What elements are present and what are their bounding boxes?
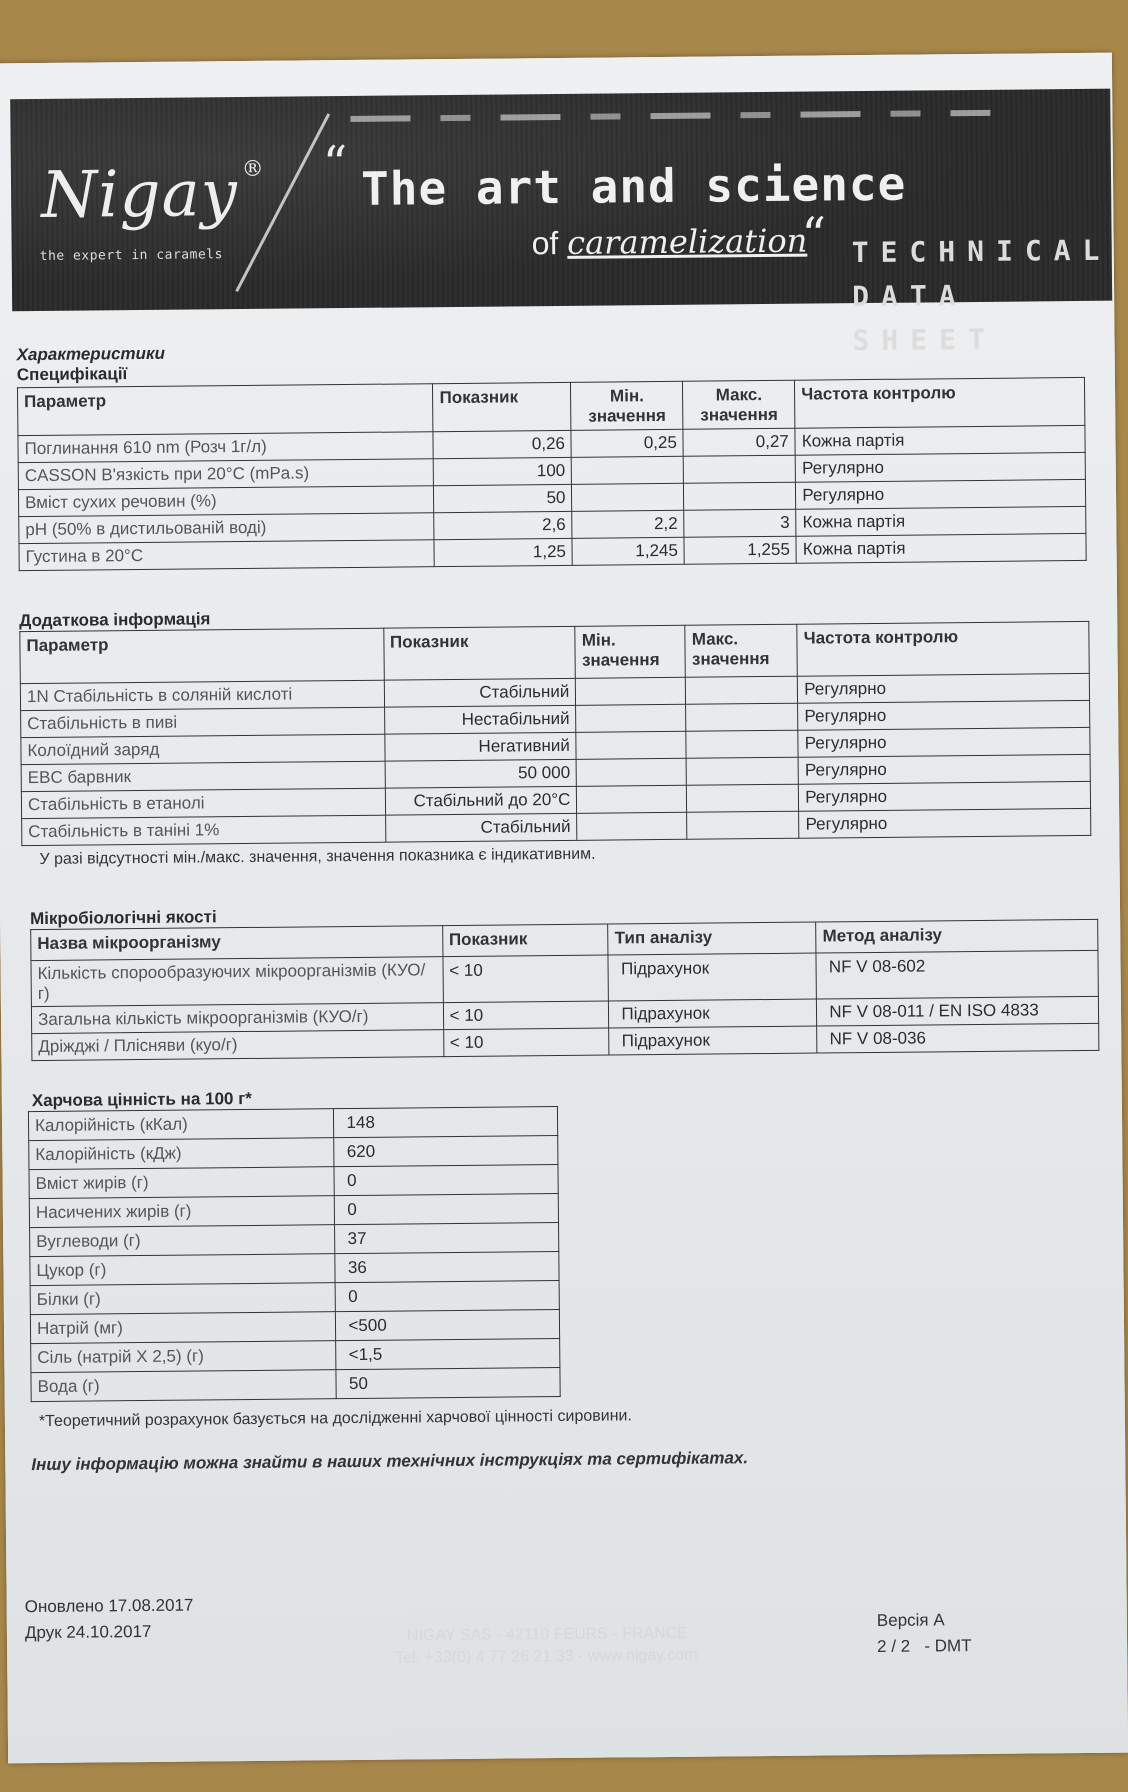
col-header: Частота контролю <box>795 377 1085 428</box>
col-header: Параметр <box>17 384 433 436</box>
table-row: Насичених жирів (г) 0 <box>29 1194 558 1228</box>
specs-table <box>17 377 1087 571</box>
table-row: Вміст сухих речовин (%) 50 Регулярно <box>18 479 1085 516</box>
table-row: Сіль (натрій X 2,5) (г) <1,5 <box>31 1339 560 1373</box>
table-row: Густина в 20°С 1,25 1,245 1,255 Кожна партія <box>19 533 1086 570</box>
table-row: Дріжджі / Плісняви (куо/г) < 10 Підрахунок NF V 08-036 <box>32 1023 1099 1060</box>
contact-watermark: Tel. +33(0) 4 77 26 21 33 - www.nigay.com <box>395 1646 698 1667</box>
section-characteristics-title: Характеристики <box>16 343 166 365</box>
table-row: CASSON В'язкість при 20°С (mPa.s) 100 Регулярно <box>18 452 1085 489</box>
table-row: Загальна кількість мікроорганізмів (КУО/г) < 10 Підрахунок NF V 08-011 / EN ISO 4833 <box>31 996 1098 1033</box>
nutrition-footnote: *Теоретичний розрахунок базується на дослідженні харчової цінності сировини. <box>38 1407 632 1431</box>
table-row: pH (50% в дистильованій воді) 2,6 2,2 3 Кожна партія <box>19 506 1086 543</box>
printed-date: Друк 24.10.2017 <box>24 1621 152 1643</box>
table-row: Вода (г) 50 <box>31 1368 560 1402</box>
table-row: Натрій (мг) <500 <box>30 1310 559 1344</box>
table-row: Калорійність (кДж) 620 <box>29 1136 558 1170</box>
additional-table <box>19 621 1091 846</box>
section-specs-subtitle: Специфікації <box>16 364 128 385</box>
table-row: Вміст жирів (г) 0 <box>29 1165 558 1199</box>
table-row: EBC барвник 50 000 Регулярно <box>21 754 1090 791</box>
table-row: Стабільність в таніні 1% Стабільний Регулярно <box>22 808 1091 845</box>
nutrition-table <box>28 1106 561 1402</box>
section-additional-title: Додаткова інформація <box>19 609 211 631</box>
col-header: Мін. значення <box>571 381 683 430</box>
sheet-title: TECHNICAL DATA SHEET <box>851 233 1112 358</box>
section-nutrition-title: Харчова цінність на 100 г* <box>31 1088 252 1111</box>
table-row: Стабільність в пиві Нестабільний Регулярно <box>21 700 1090 737</box>
col-header: Макс. значення <box>683 380 795 429</box>
section-micro-title: Мікробіологічні якості <box>29 907 217 929</box>
micro-table <box>30 919 1099 1061</box>
more-info-note: Іншу інформацію можна знайти в наших технічних інструкціях та сертифікатах. <box>31 1448 749 1475</box>
quote-open: “ <box>322 136 348 193</box>
brand-logo: Nigay ® <box>40 156 265 233</box>
table-row: Вуглеводи (г) 37 <box>30 1223 559 1257</box>
table-row: Цукор (г) 36 <box>30 1252 559 1286</box>
updated-date: Оновлено 17.08.2017 <box>24 1595 194 1617</box>
indicative-note: У разі відсутності мін./макс. значення, значення показника є індикативним. <box>39 845 596 868</box>
slogan-line1: The art and science <box>360 156 907 216</box>
table-row: 1N Стабільність в соляній кислоті Стабільний Регулярно <box>20 673 1089 710</box>
table-row: Калорійність (кКал) 148 <box>28 1107 557 1141</box>
quote-close: “ <box>801 207 827 264</box>
table-header-row: Параметр Показник Мін. значення Макс. значення Частота контролю <box>20 621 1089 683</box>
table-row: Кількість спорообразуючих мікроорганізмів (КУО/г) < 10 Підрахунок NF V 08-602 <box>31 950 1098 1006</box>
col-header: Показник <box>433 382 571 431</box>
slogan-line2: of caramelization <box>531 221 808 262</box>
table-row: Поглинання 610 nm (Розч 1г/л) 0,26 0,25 0,27 Кожна партія <box>18 425 1085 462</box>
table-row: Білки (г) 0 <box>30 1281 559 1315</box>
decorative-streak <box>350 110 990 122</box>
table-row: Стабільність в етанолі Стабільний до 20°С Регулярно <box>21 781 1090 818</box>
document-page <box>0 53 1128 1764</box>
table-row: Колоїдний заряд Негативний Регулярно <box>21 727 1090 764</box>
page-number: 2 / 2 - DMT <box>877 1636 972 1656</box>
table-header-row: Назва мікроорганізму Показник Тип аналізу Метод аналізу <box>31 919 1098 960</box>
version-label: Версія А <box>876 1610 945 1630</box>
logo-tagline: the expert in caramels <box>39 247 223 264</box>
company-watermark: NIGAY SAS - 42110 FEURS - FRANCE <box>406 1624 689 1645</box>
